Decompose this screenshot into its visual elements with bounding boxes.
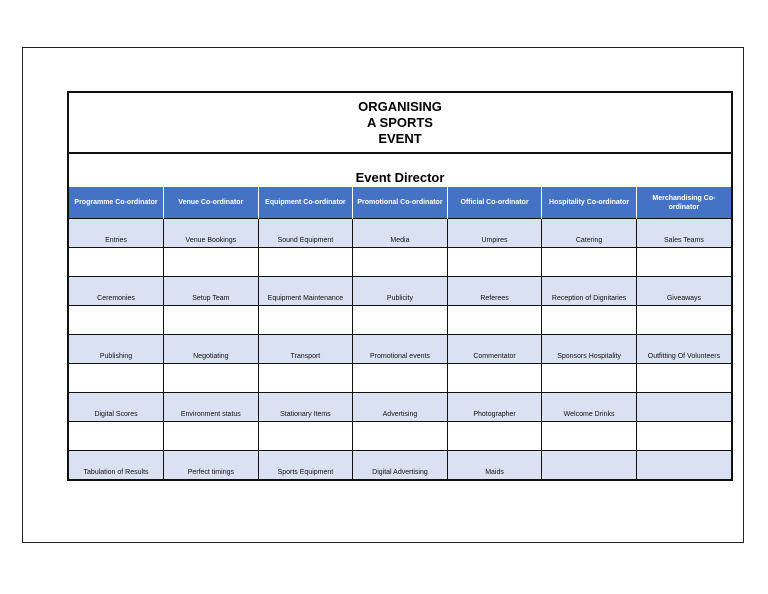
table-cell: Publicity (353, 277, 448, 306)
table-cell: Ceremonies (69, 277, 164, 306)
table-row (69, 335, 731, 364)
org-chart-sheet (67, 91, 733, 481)
header-programme: Programme Co-ordinator (69, 187, 164, 219)
coordinator-grid (69, 187, 731, 479)
table-cell: Digital Advertising (353, 451, 448, 480)
table-cell: Negotiating (164, 335, 259, 364)
table-cell: Digital Scores (69, 393, 164, 422)
table-cell: Advertising (353, 393, 448, 422)
empty-cell (69, 248, 164, 277)
empty-cell (636, 248, 731, 277)
empty-cell (69, 306, 164, 335)
table-cell: Sports Equipment (258, 451, 353, 480)
empty-cell (636, 422, 731, 451)
empty-cell (353, 248, 448, 277)
table-row (69, 277, 731, 306)
title-line-1: ORGANISING (358, 98, 442, 114)
table-cell: Venue Bookings (164, 219, 259, 248)
empty-cell (447, 248, 542, 277)
table-row (69, 219, 731, 248)
header-equipment: Equipment Co-ordinator (258, 187, 353, 219)
table-row (69, 393, 731, 422)
empty-cell (164, 364, 259, 393)
table-cell: Media (353, 219, 448, 248)
empty-cell (447, 422, 542, 451)
table-row (69, 451, 731, 480)
spacer-row (69, 364, 731, 393)
spacer-row (69, 422, 731, 451)
table-cell: Tabulation of Results (69, 451, 164, 480)
empty-cell (542, 248, 637, 277)
empty-cell (164, 422, 259, 451)
table-cell: Perfect timings (164, 451, 259, 480)
empty-cell (353, 422, 448, 451)
empty-cell (69, 422, 164, 451)
empty-cell (258, 364, 353, 393)
table-cell: Entries (69, 219, 164, 248)
table-cell: Referees (447, 277, 542, 306)
table-cell: Stationary Items (258, 393, 353, 422)
table-cell (542, 451, 637, 480)
table-cell: Promotional events (353, 335, 448, 364)
table-cell: Equipment Maintenance (258, 277, 353, 306)
empty-cell (542, 306, 637, 335)
table-cell: Sponsors Hospitality (542, 335, 637, 364)
event-director: Event Director (355, 170, 445, 185)
table-cell: Umpires (447, 219, 542, 248)
table-cell: Setup Team (164, 277, 259, 306)
table-cell: Maids (447, 451, 542, 480)
empty-cell (353, 306, 448, 335)
header-official: Official Co-ordinator (447, 187, 542, 219)
table-cell: Sales Teams (636, 219, 731, 248)
table-cell: Photographer (447, 393, 542, 422)
table-cell: Sound Equipment (258, 219, 353, 248)
spacer-row (69, 306, 731, 335)
empty-cell (447, 364, 542, 393)
empty-cell (636, 306, 731, 335)
header-promotional: Promotional Co-ordinator (353, 187, 448, 219)
spacer-row (69, 248, 731, 277)
table-cell: Environment status (164, 393, 259, 422)
header-venue: Venue Co-ordinator (164, 187, 259, 219)
empty-cell (542, 422, 637, 451)
table-cell: Catering (542, 219, 637, 248)
empty-cell (447, 306, 542, 335)
empty-cell (258, 422, 353, 451)
table-cell: Commentator (447, 335, 542, 364)
table-cell: Transport (258, 335, 353, 364)
title-line-2: A SPORTS (367, 114, 433, 130)
table-cell: Giveaways (636, 277, 731, 306)
table-cell: Outfitting Of Volunteers (636, 335, 731, 364)
empty-cell (69, 364, 164, 393)
empty-cell (258, 248, 353, 277)
empty-cell (164, 306, 259, 335)
empty-cell (164, 248, 259, 277)
table-cell (636, 451, 731, 480)
empty-cell (636, 364, 731, 393)
empty-cell (353, 364, 448, 393)
header-merchandising: Merchandising Co-ordinator (636, 187, 731, 219)
title-line-3: EVENT (378, 130, 422, 146)
header-hospitality: Hospitality Co-ordinator (542, 187, 637, 219)
chart-title (69, 93, 731, 154)
table-cell: Reception of Dignitaries (542, 277, 637, 306)
table-cell: Publishing (69, 335, 164, 364)
header-row (69, 187, 731, 219)
table-cell: Welcome Drinks (542, 393, 637, 422)
empty-cell (542, 364, 637, 393)
empty-cell (258, 306, 353, 335)
table-cell (636, 393, 731, 422)
